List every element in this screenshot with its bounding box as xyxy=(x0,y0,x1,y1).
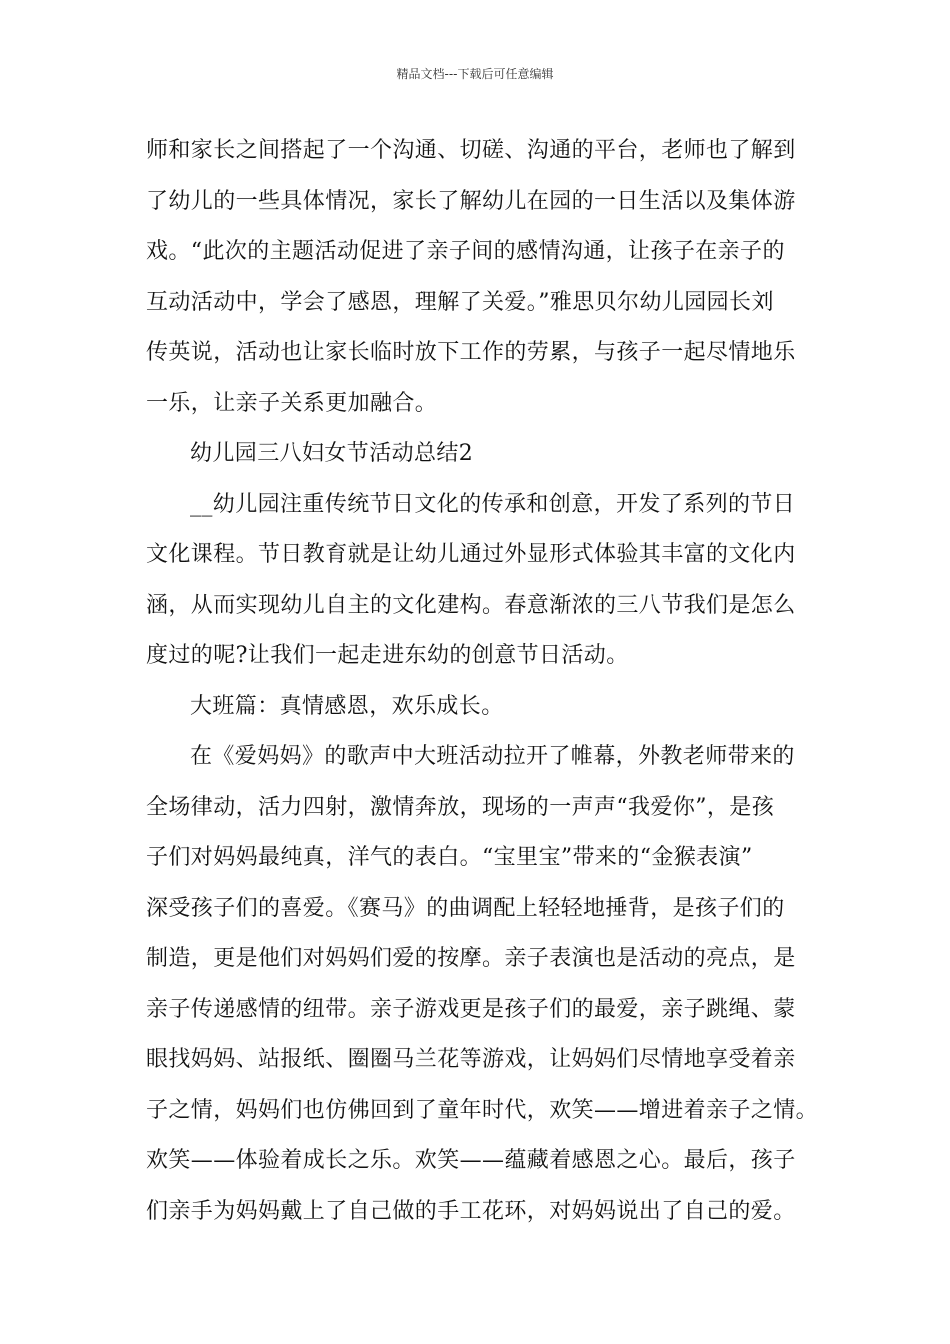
text-line: 们亲手为妈妈戴上了自己做的手工花环，对妈妈说出了自己的爱。 xyxy=(146,1198,796,1224)
text-line: 了幼儿的一些具体情况，家长了解幼儿在园的一日生活以及集体游 xyxy=(146,188,796,214)
text-line: 度过的呢?让我们一起走进东幼的创意节日活动。 xyxy=(146,643,629,668)
text-line: 传英说，活动也让家长临时放下工作的劳累，与孩子一起尽情地乐 xyxy=(146,340,796,365)
text-line: 文化课程。节日教育就是让幼儿通过外显形式体验其丰富的文化内 xyxy=(146,542,796,567)
text-line: 师和家长之间搭起了一个沟通、切磋、沟通的平台，老师也了解到 xyxy=(146,138,796,163)
text-line: 子们对妈妈最纯真，洋气的表白。“宝里宝”带来的“金猴表演” xyxy=(146,845,753,870)
text-line: 欢笑——体验着成长之乐。欢笑——蕴藏着感恩之心。最后，孩子 xyxy=(146,1148,796,1173)
text-line: 眼找妈妈、站报纸、圈圈马兰花等游戏，让妈妈们尽情地享受着亲 xyxy=(146,1047,796,1072)
text-line: 互动活动中，学会了感恩，理解了关爱。”雅思贝尔幼儿园园长刘 xyxy=(146,289,774,315)
page-header: 精品文档---下载后可任意编辑 xyxy=(396,67,554,81)
text-line: 一乐，让亲子关系更加融合。 xyxy=(146,390,438,416)
text-line: 全场律动，活力四射，激情奔放，现场的一声声“我爱你”，是孩 xyxy=(146,794,775,820)
text-line: 深受孩子们的喜爱。《赛马》的曲调配上轻轻地捶背，是孩子们的 xyxy=(146,895,785,921)
text-line: 戏。“此次的主题活动促进了亲子间的感情沟通，让孩子在亲子的 xyxy=(146,239,785,264)
text-line: 子之情，妈妈们也仿佛回到了童年时代，欢笑——增进着亲子之情。 xyxy=(146,1097,819,1123)
subsection-heading: 大班篇：真情感恩，欢乐成长。 xyxy=(190,693,504,719)
document-body xyxy=(146,126,826,1237)
text-line: __幼儿园注重传统节日文化的传承和创意，开发了系列的节日 xyxy=(190,491,796,517)
text-line: 制造，更是他们对妈妈们爱的按摩。亲子表演也是活动的亮点，是 xyxy=(146,946,796,971)
section-heading: 幼儿园三八妇女节活动总结2 xyxy=(190,441,474,466)
text-line: 亲子传递感情的纽带。亲子游戏更是孩子们的最爱，亲子跳绳、蒙 xyxy=(146,996,796,1022)
text-line: 在《爱妈妈》的歌声中大班活动拉开了帷幕，外教老师带来的 xyxy=(190,744,795,769)
text-line: 涵，从而实现幼儿自主的文化建构。春意渐浓的三八节我们是怎么 xyxy=(146,592,796,618)
